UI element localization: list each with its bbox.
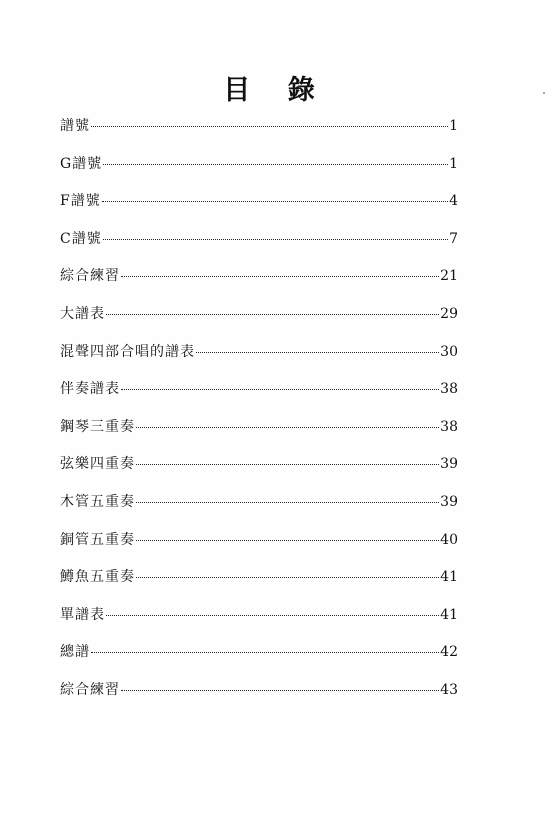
toc-entry (60, 229, 458, 267)
toc-entry-page: 29 (440, 305, 458, 322)
toc-entry (60, 379, 458, 417)
toc-entry-label: 鱒魚五重奏 (60, 569, 135, 586)
dot-leader (103, 164, 448, 165)
toc-entry-label: 總譜 (60, 644, 90, 661)
dot-leader (102, 201, 448, 202)
toc-entry-page: 42 (440, 644, 458, 661)
toc-entry-page: 4 (449, 193, 458, 210)
toc-entry (60, 304, 458, 342)
toc-entry-page: 41 (440, 569, 458, 586)
dot-leader (136, 502, 439, 503)
toc-entry (60, 567, 458, 605)
toc-entry (60, 680, 458, 718)
toc-entry-label: 混聲四部合唱的譜表 (60, 343, 195, 360)
toc-entry-label: 伴奏譜表 (60, 381, 120, 398)
toc-entry-label: 綜合練習 (60, 268, 120, 285)
toc-entry-label: F譜號 (60, 193, 101, 210)
toc-entry-page: 39 (440, 493, 458, 510)
toc-entry (60, 342, 458, 380)
toc-entry (60, 530, 458, 568)
toc-entry-page: 38 (440, 418, 458, 435)
toc-entry-label: 弦樂四重奏 (60, 456, 135, 473)
toc-entry (60, 417, 458, 455)
toc-entry-page: 1 (449, 155, 458, 172)
dot-leader (103, 239, 448, 240)
page-title: 目 錄 (223, 75, 329, 106)
toc-entry-page: 38 (440, 381, 458, 398)
toc-entry (60, 116, 458, 154)
toc-entry-label: 木管五重奏 (60, 493, 135, 510)
toc-entry-label: 譜號 (60, 118, 90, 134)
toc-entry-label: 銅管五重奏 (60, 531, 135, 548)
toc-entry-label: G譜號 (60, 155, 103, 172)
scan-speck (543, 92, 545, 94)
dot-leader (136, 464, 439, 465)
toc-entry (60, 605, 458, 643)
toc-entry-label: 鋼琴三重奏 (60, 418, 135, 435)
toc-entry-page: 39 (440, 456, 458, 473)
toc-entry-page: 40 (440, 531, 458, 548)
toc-entry-page: 1 (449, 118, 458, 134)
dot-leader (91, 126, 448, 127)
toc-entry-label: 單譜表 (60, 606, 105, 623)
toc-entry-page: 21 (440, 268, 458, 285)
dot-leader (136, 577, 439, 578)
table-of-contents (60, 116, 458, 718)
toc-entry-page: 43 (440, 681, 458, 698)
toc-entry-page: 41 (440, 606, 458, 623)
dot-leader (196, 352, 439, 353)
dot-leader (106, 314, 439, 315)
toc-entry (60, 492, 458, 530)
toc-entry (60, 266, 458, 304)
toc-entry-page: 7 (449, 230, 458, 247)
toc-entry (60, 191, 458, 229)
dot-leader (91, 652, 439, 653)
dot-leader (121, 690, 439, 691)
dot-leader (136, 427, 439, 428)
toc-entry (60, 642, 458, 680)
dot-leader (121, 276, 439, 277)
toc-entry-label: 大譜表 (60, 305, 105, 322)
dot-leader (136, 540, 439, 541)
toc-entry (60, 154, 458, 192)
toc-entry-label: 綜合練習 (60, 681, 120, 698)
dot-leader (121, 389, 439, 390)
toc-entry (60, 454, 458, 492)
dot-leader (106, 615, 439, 616)
toc-entry-page: 30 (440, 343, 458, 360)
toc-entry-label: C譜號 (60, 230, 102, 247)
